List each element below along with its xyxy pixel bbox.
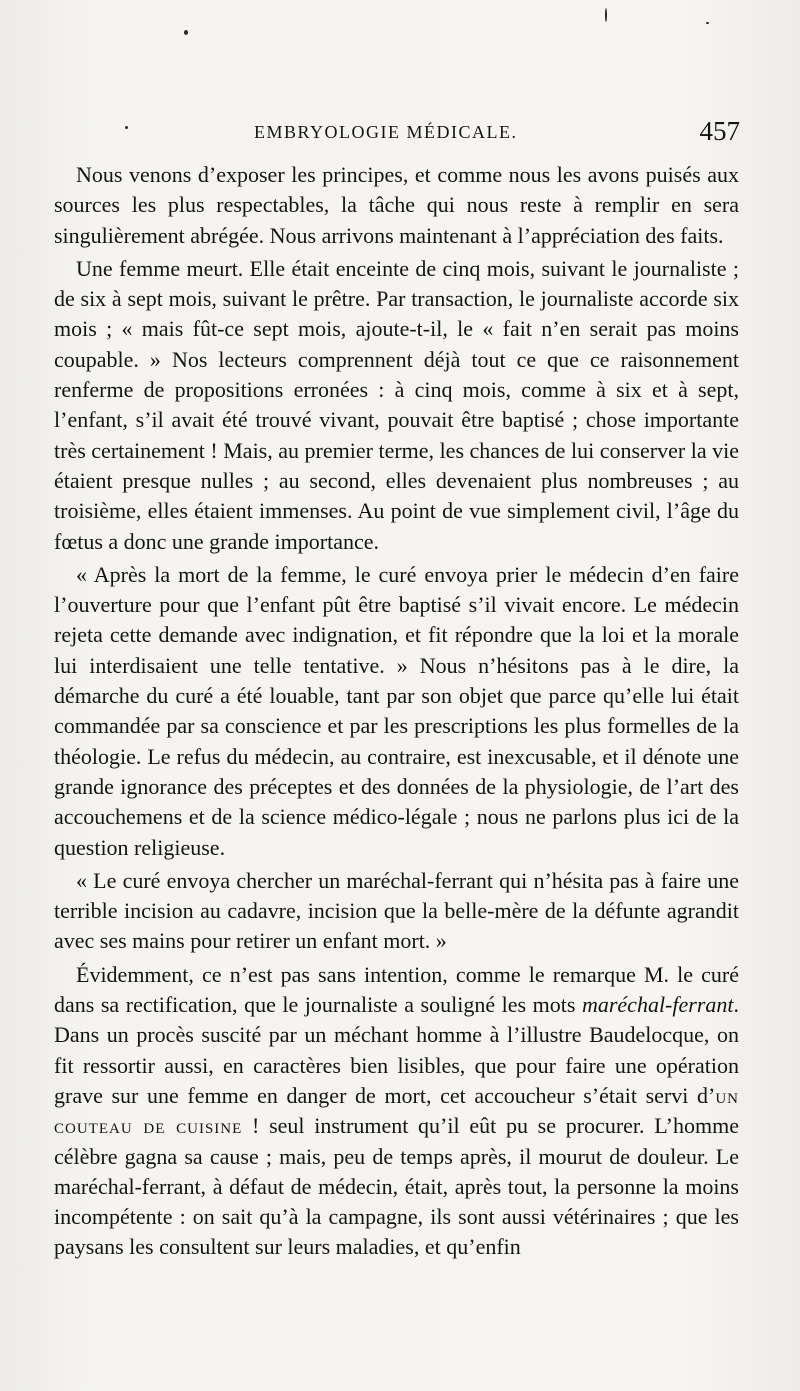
running-header [54,118,744,154]
paragraph: « Le curé envoya chercher un maréchal-ferrant qui n’hésita pas à faire une terrible incision au cadavre, incision que la belle-mère de la défunte agrandit avec ses mains pour retirer un enfant mort. » [54,867,739,954]
body-text [54,160,739,1266]
page-number: 457 [699,116,740,146]
print-speck [605,8,607,22]
italic-term: maréchal-ferrant [581,992,734,1018]
running-title: EMBRYOLOGIE MÉDICALE. [254,122,518,142]
paragraph-text: ! seul instrument qu’il eût pu se procurer. L’homme célèbre gagna sa cause ; mais, peu de temps après, il mourut de douleur. Le maréchal-ferrant, à défaut de médecin, était, après tout, la personne la moins incompétente : on sait qu’à la campagne, ils sont aussi vétérinaires ; que les paysans les consultent sur leurs maladies, et qu’enfin [54,1113,739,1260]
paragraph-text: Évidemment, ce n’est pas sans intention, comme le remarque M. le curé dans sa rectification, que le journaliste a souligné les mots [54,961,739,1018]
paragraph [54,960,739,1263]
print-speck [706,22,709,24]
paragraph: Nous venons d’exposer les principes, et comme nous les avons puisés aux sources les plus respectables, la tâche qui nous reste à remplir en sera singulièrement abrégée. Nous arrivons maintenant à l’appréciation des faits. [54,162,739,248]
paragraph: « Après la mort de la femme, le curé envoya prier le médecin d’en faire l’ouverture pour que l’enfant pût être baptisé s’il vivait encore. Le médecin rejeta cette demande avec indignation, et fit répondre que la loi et la morale lui interdisaient une telle tentative. » Nous n’hésitons pas à le dire, la démarche du curé a été louable, tant par son objet que parce qu’elle lui était commandée par sa conscience et par les prescriptions les plus formelles de la théologie. Le refus du médecin, au contraire, est inexcusable, et il dénote une grande ignorance des préceptes et des données de la physiologie, de l’art des accouchemens et de la science médico-légale ; nous ne parlons plus ici de la question religieuse. [54,561,739,860]
print-speck [184,30,188,35]
paragraph: Une femme meurt. Elle était enceinte de cinq mois, suivant le journaliste ; de six à sept mois, suivant le prêtre. Par transaction, le journaliste accorde six mois ; « mais fût-ce sept mois, ajoute-t-il, le « fait n’en serait pas moins coupable. » Nos lecteurs comprennent déjà tout ce que ce raisonnement renferme de propositions erronées : à cinq mois, comme à six et à sept, l’enfant, s’il avait été trouvé vivant, pouvait être baptisé ; chose importante très certainement ! Mais, au premier terme, les chances de lui conserver la vie étaient presque nulles ; au second, elles devenaient plus nombreuses ; au troisième, elles étaient immenses. Au point de vue simplement civil, l’âge du fœtus a donc une grande importance. [54,255,739,554]
paragraph-text: . Dans un procès suscité par un méchant homme à l’illustre Baudelocque, on fit ressortir aussi, en caractères bien lisibles, que pour faire une opération grave sur une femme en danger de mort, cet accoucheur s’était servi d’ [54,992,739,1108]
smallcaps-phrase: un couteau de cuisine [54,1082,739,1139]
